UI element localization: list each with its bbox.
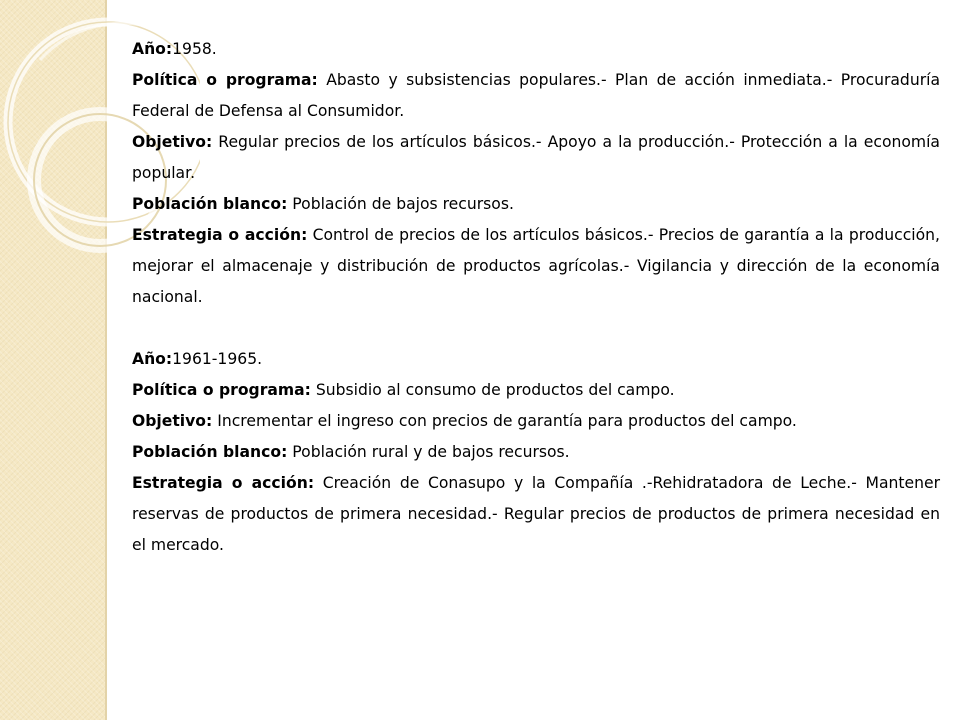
strategy-line [132, 468, 940, 561]
population-value: Población rural y de bajos recursos. [287, 443, 570, 461]
year-line [132, 34, 940, 65]
strategy-value: Creación de Conasupo y la Compañía .-Rehidratadora de Leche.- Mantener reservas de productos de primera necesidad.- Regular precios de productos de primera necesidad en el mercado. [132, 474, 940, 554]
objective-value: Regular precios de los artículos básicos.- Apoyo a la producción.- Protección a la economía popular. [132, 133, 940, 182]
objective-line [132, 127, 940, 189]
objective-line [132, 406, 940, 437]
year-value: 1961-1965. [172, 350, 263, 368]
population-label: Población blanco: [132, 443, 288, 461]
objective-label: Objetivo: [132, 412, 213, 430]
policy-value: Abasto y subsistencias populares.- Plan de acción inmediata.- Procuraduría Federal de Defensa al Consumidor. [132, 71, 940, 120]
entry-separator [132, 313, 940, 344]
objective-value: Incrementar el ingreso con precios de garantía para productos del campo. [212, 412, 797, 430]
document-body [132, 34, 940, 561]
strategy-value: Control de precios de los artículos básicos.- Precios de garantía a la producción, mejorar el almacenaje y distribución de productos agrícolas.- Vigilancia y dirección de la economía nacional. [132, 226, 941, 306]
year-label: Año: [132, 350, 173, 368]
policy-line [132, 65, 940, 127]
population-label: Población blanco: [132, 195, 288, 213]
strategy-label: Estrategia o acción: [132, 474, 315, 492]
year-value: 1958. [172, 40, 217, 58]
year-line [132, 344, 940, 375]
population-line [132, 437, 940, 468]
strategy-line [132, 220, 940, 313]
objective-label: Objetivo: [132, 133, 213, 151]
strategy-label: Estrategia o acción: [132, 226, 308, 244]
policy-label: Política o programa: [132, 381, 311, 399]
policy-line [132, 375, 940, 406]
population-value: Población de bajos recursos. [287, 195, 514, 213]
policy-value: Subsidio al consumo de productos del campo. [310, 381, 675, 399]
population-line [132, 189, 940, 220]
year-label: Año: [132, 40, 173, 58]
entry-1958 [132, 34, 940, 313]
entry-1961-1965 [132, 344, 940, 561]
policy-label: Política o programa: [132, 71, 318, 89]
